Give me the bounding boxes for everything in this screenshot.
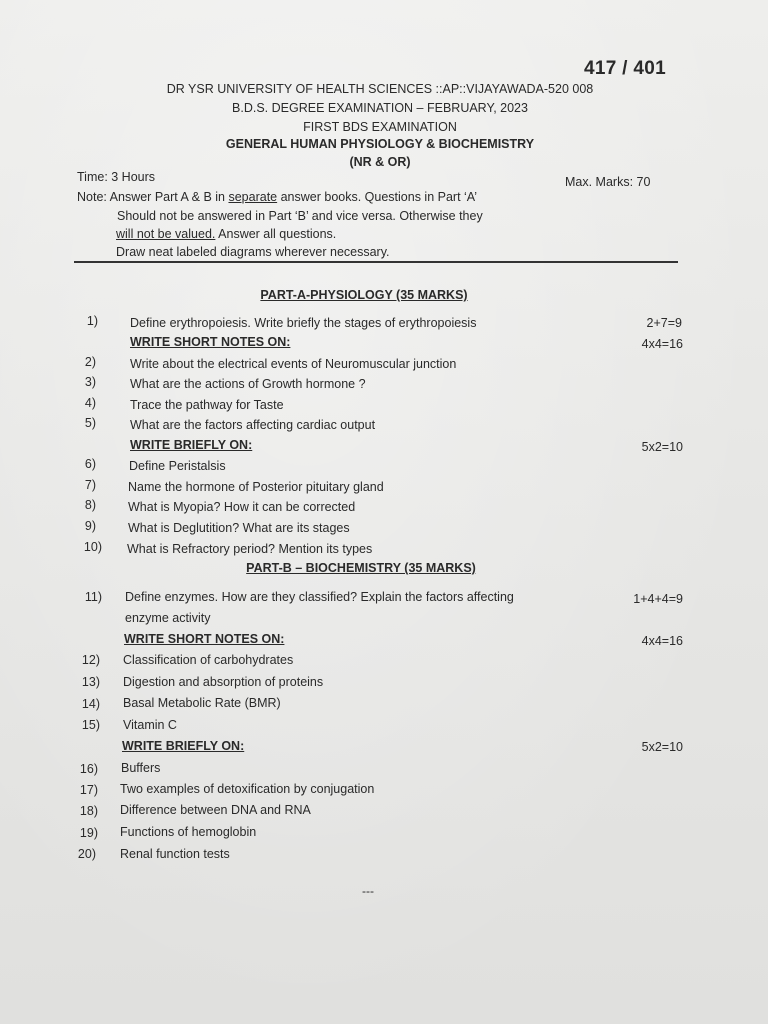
question-number: 5) [84,416,96,430]
question-number: 2) [84,355,96,369]
question-number: 13) [81,675,100,689]
question-number: 4) [84,396,96,410]
question-number: 14) [81,697,100,711]
note-line-2: Should not be answered in Part ‘B’ and vice versa. Otherwise they [117,209,483,223]
header-divider [74,261,678,263]
note-not-valued: will not be valued. [116,227,216,241]
question-number: 17) [79,783,98,797]
short-notes-heading: WRITE SHORT NOTES ON: [124,632,285,646]
question-number: 9) [84,519,96,533]
briefly-marks: 5x2=10 [641,740,683,754]
briefly-marks: 5x2=10 [641,440,683,454]
short-notes-heading: WRITE SHORT NOTES ON: [130,335,291,349]
question-text: Classification of carbohydrates [123,653,294,667]
question-number: 1) [86,314,98,328]
note-line-3 [116,227,336,241]
question-text: Trace the pathway for Taste [130,398,284,412]
note-prefix: Note: Answer Part A & B in [77,190,229,204]
short-notes-marks: 4x4=16 [641,337,683,351]
question-number: 20) [77,847,96,861]
question-text: What is Deglutition? What are its stages [128,521,350,535]
note-answer-all: Answer all questions. [215,227,337,241]
briefly-heading: WRITE BRIEFLY ON: [122,739,245,753]
note-separate: separate [228,190,278,204]
part-b-title: PART-B – BIOCHEMISTRY (35 MARKS) [246,561,476,575]
question-text: Name the hormone of Posterior pituitary gland [128,480,384,494]
part-a-title: PART-A-PHYSIOLOGY (35 MARKS) [260,288,468,302]
question-number: 15) [81,718,100,732]
question-marks: 1+4+4=9 [633,592,683,606]
scheme: (NR & OR) [349,155,411,169]
question-number: 19) [79,826,98,840]
time-allowed: Time: 3 Hours [77,170,156,184]
short-notes-marks: 4x4=16 [641,634,683,648]
question-text: Vitamin C [123,718,177,732]
max-marks: Max. Marks: 70 [565,175,651,189]
question-number: 12) [81,653,100,667]
question-text: Define erythropoiesis. Write briefly the stages of erythropoiesis [130,316,477,330]
question-number: 7) [84,478,96,492]
note-line-4: Draw neat labeled diagrams wherever necessary. [116,245,390,259]
note-line-1 [77,190,477,204]
exam-level: FIRST BDS EXAMINATION [303,120,457,134]
university-name: DR YSR UNIVERSITY OF HEALTH SCIENCES ::AP::VIJAYAWADA-520 008 [166,82,594,96]
question-number: 16) [79,762,98,776]
question-number: 8) [84,498,96,512]
question-text: Define Peristalsis [129,459,226,473]
subject-title: GENERAL HUMAN PHYSIOLOGY & BIOCHEMISTRY [225,137,535,151]
question-text: Basal Metabolic Rate (BMR) [123,696,281,710]
end-of-paper-mark: --- [362,884,374,898]
note-rest: answer books. Questions in Part ‘A’ [277,190,477,204]
question-text: Renal function tests [120,847,230,861]
question-text: What is Refractory period? Mention its types [127,542,373,556]
question-number: 10) [83,540,102,554]
question-marks: 2+7=9 [646,316,682,330]
question-number: 3) [84,375,96,389]
question-text-continued: enzyme activity [125,611,211,625]
question-text: Define enzymes. How are they classified? Explain the factors affecting [125,590,514,604]
briefly-heading: WRITE BRIEFLY ON: [130,438,253,452]
question-text: What are the factors affecting cardiac output [130,418,376,432]
question-number: 11) [84,590,102,604]
question-text: Functions of hemoglobin [120,825,257,839]
question-text: What is Myopia? How it can be corrected [128,500,356,514]
question-text: Buffers [121,761,161,775]
exam-title: B.D.S. DEGREE EXAMINATION – FEBRUARY, 2023 [232,101,528,115]
question-number: 18) [79,804,98,818]
question-text: What are the actions of Growth hormone ? [130,377,366,391]
question-number: 6) [84,457,96,471]
question-text: Two examples of detoxification by conjugation [120,782,375,796]
question-text: Digestion and absorption of proteins [123,675,324,689]
question-text: Write about the electrical events of Neuromuscular junction [130,357,457,371]
question-text: Difference between DNA and RNA [120,803,311,817]
paper-code: 417 / 401 [584,58,666,79]
